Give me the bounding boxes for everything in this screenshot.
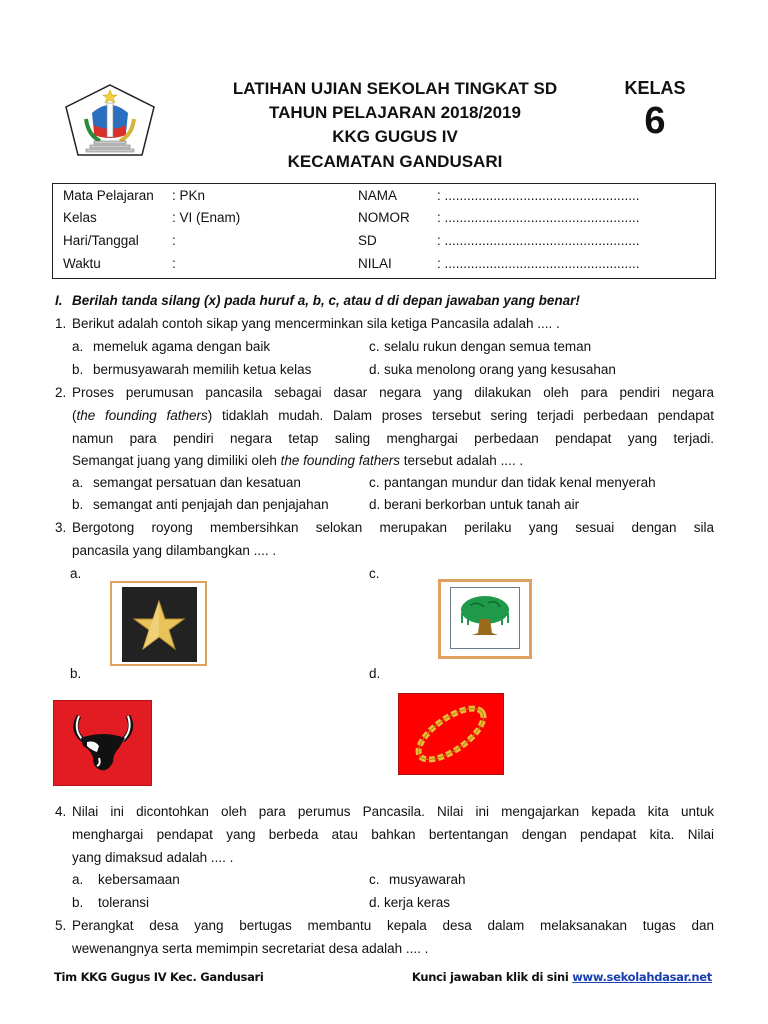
- info-label-score: NILAI: [358, 256, 392, 271]
- bull-head-symbol-icon: [53, 700, 152, 786]
- info-label-school: SD: [358, 233, 377, 248]
- q4-option-b-text: toleransi: [98, 895, 150, 910]
- q4-option-c-text: musyawarah: [389, 872, 466, 887]
- q2-line-4-prefix: Semangat juang yang dimiliki oleh: [72, 453, 277, 468]
- kelas-value: 6: [644, 100, 666, 142]
- q4-option-a-key[interactable]: a.: [72, 872, 84, 887]
- q3-option-d-key[interactable]: d.: [369, 666, 381, 681]
- question-5-line-1: Perangkat desa yang bertugas membantu kepala desa dalam melaksanakan tugas dan: [72, 918, 714, 933]
- footer-website-link[interactable]: www.sekolahdasar.net: [572, 970, 712, 984]
- info-label-class: Kelas: [63, 210, 97, 225]
- q2-option-b-key[interactable]: b.: [72, 497, 84, 512]
- question-4-line-2: menghargai pendapat yang berbeda atau bahkan bertentangan dengan pendapat kita. Nilai: [72, 827, 714, 842]
- q3-option-b-key[interactable]: b.: [70, 666, 82, 681]
- info-value-time[interactable]: :: [172, 256, 176, 271]
- q2-line-4-rest: tersebut adalah .... .: [403, 453, 524, 468]
- chain-symbol-icon: [398, 693, 504, 775]
- question-2-line-2: [72, 404, 714, 427]
- q1-option-a-key[interactable]: a.: [72, 339, 84, 354]
- q3-option-c-key[interactable]: c.: [369, 566, 380, 581]
- section-instruction: Berilah tanda silang (x) pada huruf a, b, c, atau d di depan jawaban yang benar!: [72, 293, 580, 308]
- q2-option-b-text: semangat anti penjajah dan penjajahan: [93, 497, 329, 512]
- footer-key-link-container: [412, 970, 712, 984]
- q3-option-a-key[interactable]: a.: [70, 566, 82, 581]
- regency-emblem-icon: [64, 83, 156, 157]
- header-title-line-4: KECAMATAN GANDUSARI: [287, 152, 503, 171]
- header-title-line-2: TAHUN PELAJARAN 2018/2019: [269, 103, 521, 122]
- kelas-label: KELAS: [624, 78, 686, 98]
- question-1-number: 1.: [55, 316, 67, 331]
- banyan-tree-symbol-icon: [450, 587, 520, 649]
- q3-option-c-image[interactable]: [438, 579, 532, 659]
- q4-option-d-text: kerja keras: [384, 895, 451, 910]
- q2-option-a-key[interactable]: a.: [72, 475, 84, 490]
- q2-option-a-text: semangat persatuan dan kesatuan: [93, 475, 301, 490]
- question-4-line-1: Nilai ini dicontohkan oleh para perumus Pancasila. Nilai ini mengajarkan kepada kita untuk: [72, 804, 714, 819]
- q4-option-c-key[interactable]: c.: [369, 872, 380, 887]
- footer-credit: Tim KKG Gugus IV Kec. Gandusari: [54, 970, 264, 984]
- q2-paren-open: (: [72, 408, 77, 423]
- q2-option-d-key[interactable]: d.: [369, 497, 381, 512]
- q1-option-b-key[interactable]: b.: [72, 362, 84, 377]
- info-field-school[interactable]: : ....................................................: [437, 233, 640, 248]
- info-field-number[interactable]: : ....................................................: [437, 210, 640, 225]
- info-value-class: : VI (Enam): [172, 210, 241, 225]
- section-number: I.: [55, 293, 63, 308]
- info-label-name: NAMA: [358, 188, 398, 203]
- q3-option-d-image[interactable]: [398, 693, 504, 775]
- info-label-number: NOMOR: [358, 210, 410, 225]
- q2-italic-phrase: the founding fathers: [76, 408, 208, 423]
- q1-option-d-text: suka menolong orang yang kesusahan: [384, 362, 616, 377]
- q1-option-d-key[interactable]: d.: [369, 362, 381, 377]
- q2-option-c-key[interactable]: c.: [369, 475, 380, 490]
- q2-paren-close: ): [207, 408, 213, 423]
- question-2-line-1: Proses perumusan pancasila sebagai dasar negara yang dilakukan oleh para pendiri negara: [72, 385, 714, 400]
- info-field-score[interactable]: : ....................................................: [437, 256, 640, 271]
- question-1-text: Berikut adalah contoh sikap yang mencerminkan sila ketiga Pancasila adalah .... .: [72, 316, 560, 331]
- info-field-name[interactable]: : ....................................................: [437, 188, 640, 203]
- q2-option-d-text: berani berkorban untuk tanah air: [384, 497, 580, 512]
- question-4-line-3: yang dimaksud adalah .... .: [72, 850, 234, 865]
- question-5-line-2: wewenangnya serta memimpin secretariat desa adalah .... .: [72, 941, 429, 956]
- footer-key-text: Kunci jawaban klik di sini: [411, 970, 569, 984]
- q4-option-a-text: kebersamaan: [98, 872, 180, 887]
- q2-option-c-text: pantangan mundur dan tidak kenal menyerah: [384, 475, 656, 490]
- question-2-line-4: [72, 450, 523, 472]
- q1-option-a-text: memeluk agama dengan baik: [93, 339, 271, 354]
- q2-line-2-rest: tidaklah mudah. Dalam proses tersebut sering terjadi perbedaan pendapat: [222, 408, 714, 423]
- q1-option-c-text: selalu rukun dengan semua teman: [384, 339, 592, 354]
- info-value-subject: : PKn: [172, 188, 206, 203]
- header-title-line-1: LATIHAN UJIAN SEKOLAH TINGKAT SD: [232, 79, 558, 98]
- q2-italic-phrase-2: the founding fathers: [280, 453, 400, 468]
- info-value-date[interactable]: :: [172, 233, 176, 248]
- info-label-time: Waktu: [63, 256, 101, 271]
- question-5-number: 5.: [55, 918, 67, 933]
- question-3-line-2: pancasila yang dilambangkan .... .: [72, 543, 277, 558]
- q3-option-b-image[interactable]: [53, 700, 152, 786]
- header-title-line-3: KKG GUGUS IV: [332, 127, 458, 146]
- student-info-box: [52, 183, 716, 279]
- question-4-number: 4.: [55, 804, 67, 819]
- star-symbol-icon: [122, 587, 197, 662]
- question-3-number: 3.: [55, 520, 67, 535]
- q1-option-b-text: bermusyawarah memilih ketua kelas: [93, 362, 312, 377]
- question-2-line-3: namun para pendiri negara tetap saling menghargai perbedaan pendapat yang terjadi.: [72, 431, 714, 446]
- info-label-subject: Mata Pelajaran: [63, 188, 154, 203]
- question-2-number: 2.: [55, 385, 67, 400]
- q1-option-c-key[interactable]: c.: [369, 339, 380, 354]
- q3-option-a-image[interactable]: [110, 581, 207, 666]
- question-3-line-1: Bergotong royong membersihkan selokan merupakan perilaku yang sesuai dengan sila: [72, 520, 714, 535]
- q4-option-b-key[interactable]: b.: [72, 895, 84, 910]
- q4-option-d-key[interactable]: d.: [369, 895, 381, 910]
- info-label-date: Hari/Tanggal: [63, 233, 139, 248]
